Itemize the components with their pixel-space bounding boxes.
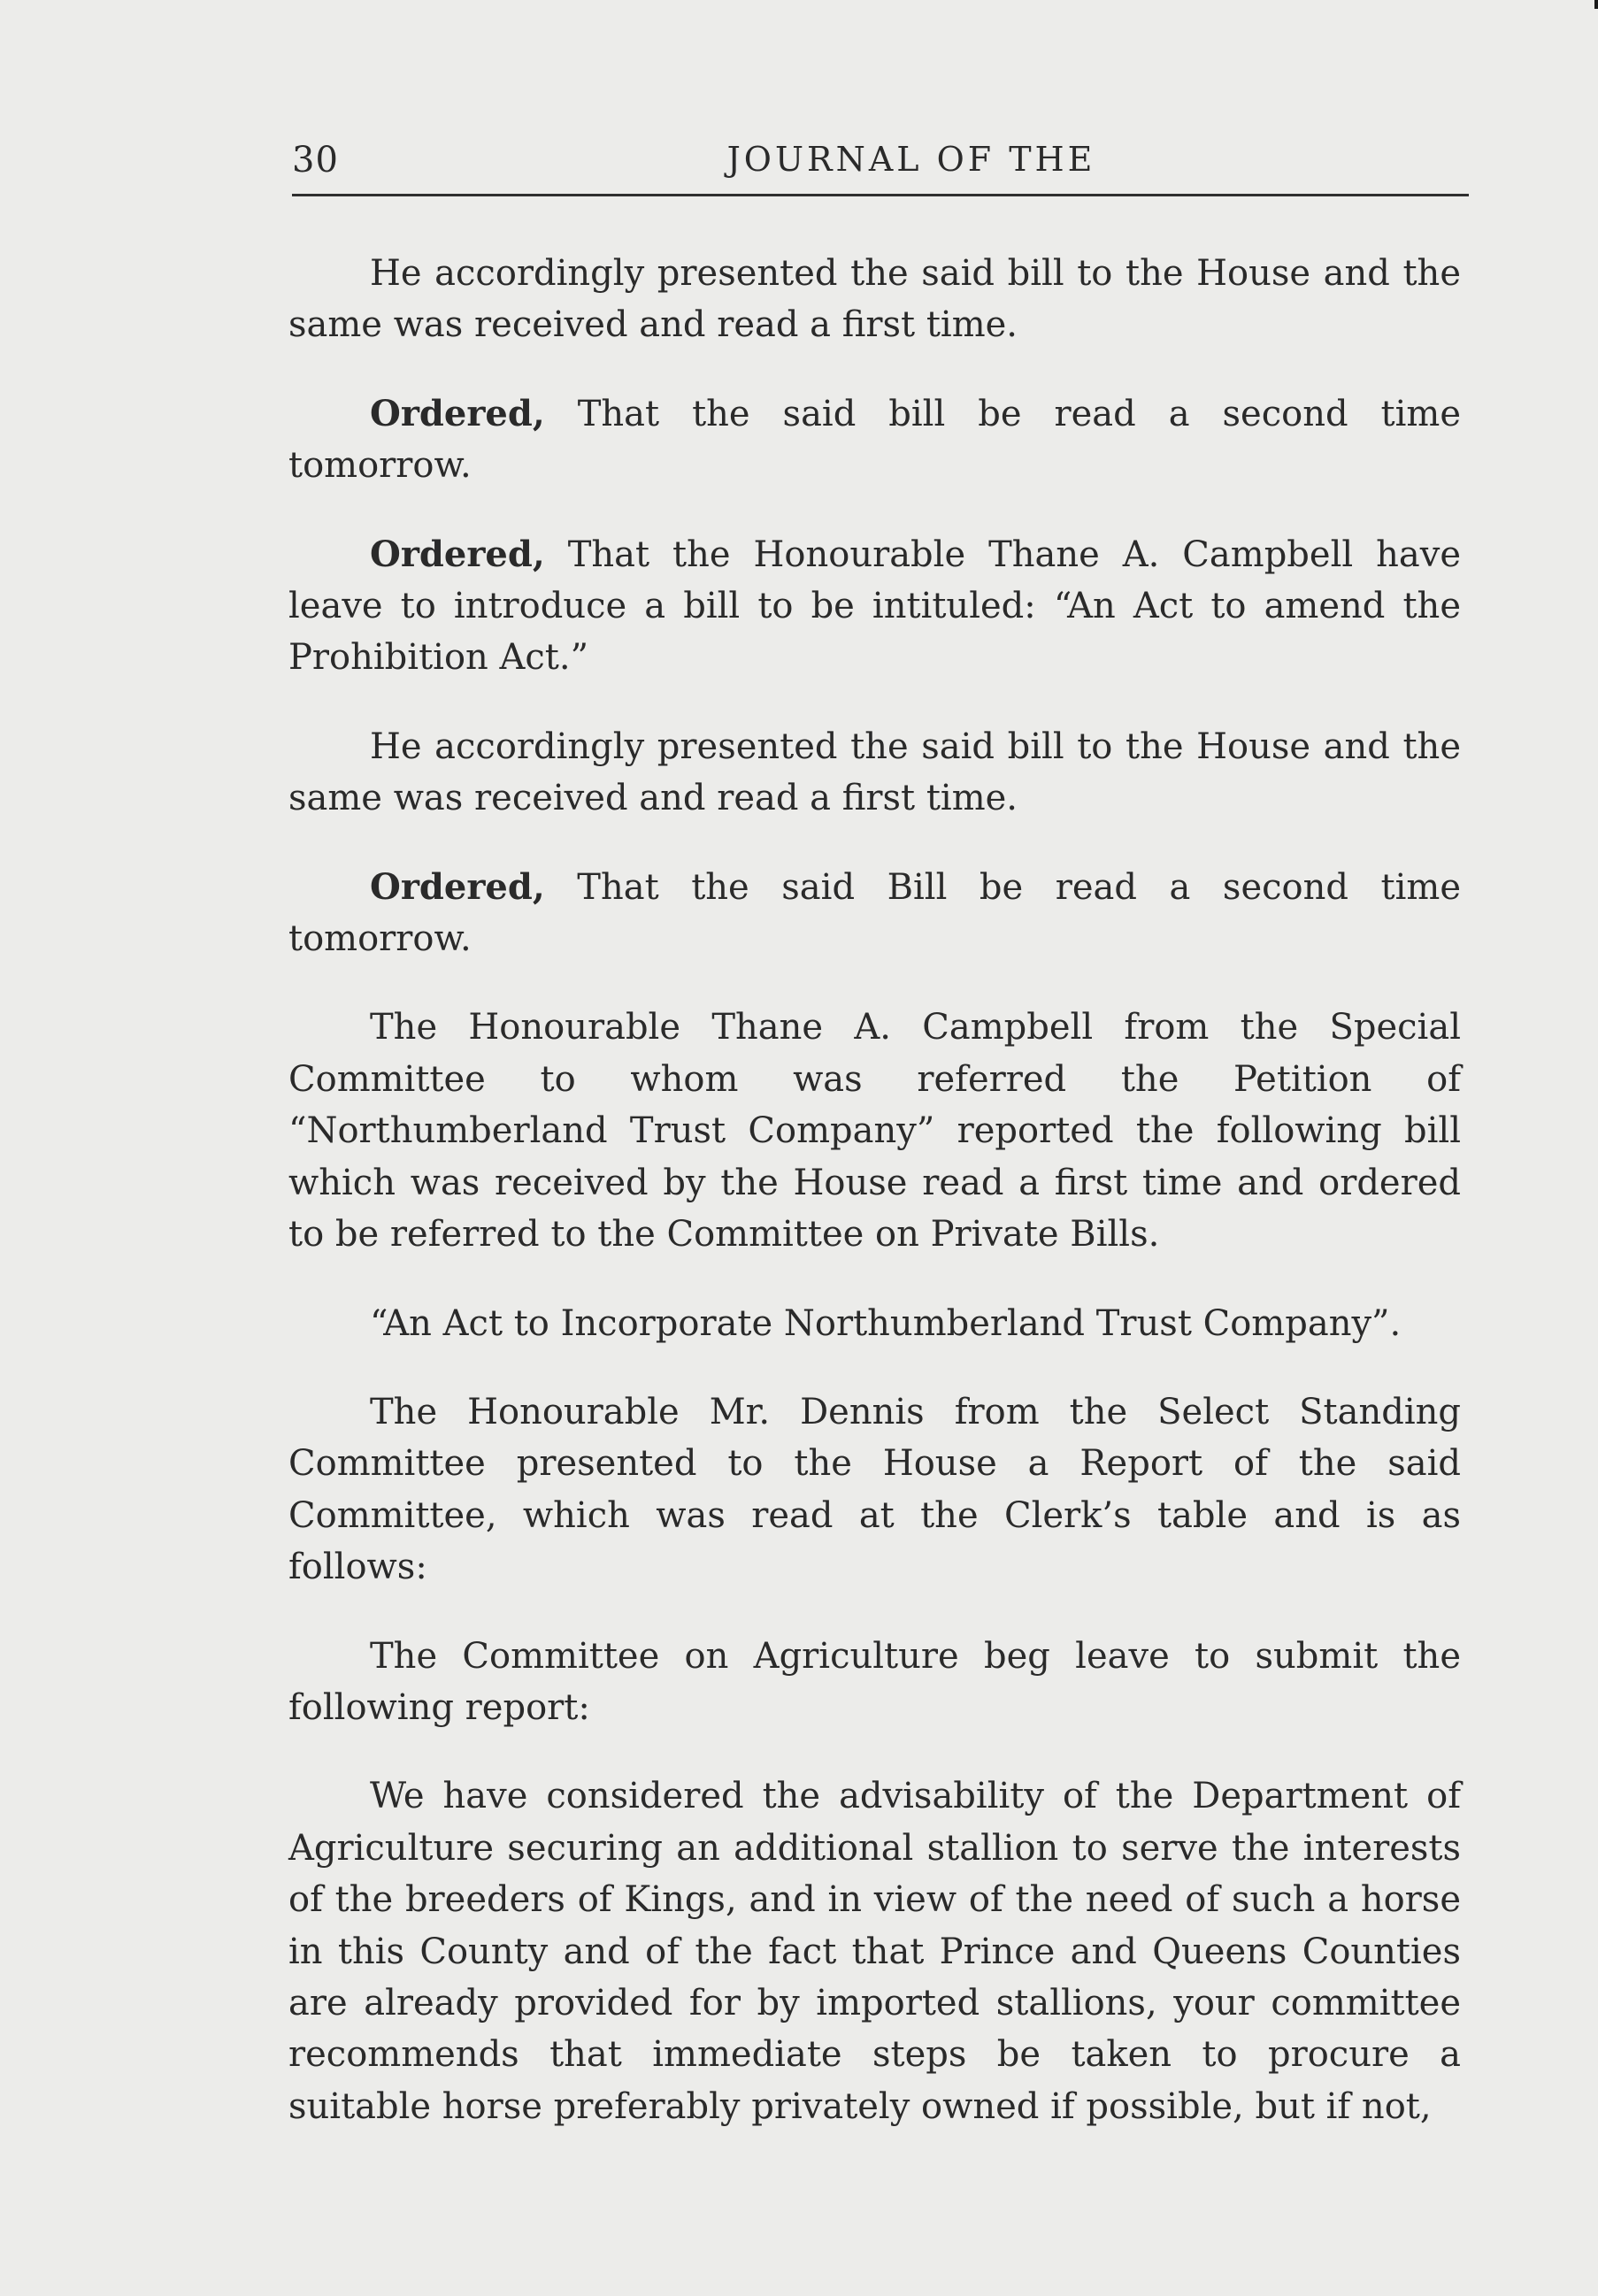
header-rule <box>292 194 1469 196</box>
paragraph-5 <box>288 862 1461 965</box>
paragraph-lead: Ordered, <box>370 865 545 908</box>
paragraph-7 <box>288 1298 1461 1349</box>
paragraph-text: He accordingly presented the said bill to the House and the same was received and read a first time. <box>288 726 1461 819</box>
paragraph-text: The Honourable Mr. Dennis from the Select Standing Committee presented to the House a Report of the said Committee, which was read at the Clerk’s table and is as follows: <box>288 1391 1461 1588</box>
paragraph-text: We have considered the advisability of the Department of Agriculture securing an additional stallion to serve the interests of the breeders of Kings, and in view of the need of such a horse in this County and of the fact that Prince and Queens Counties are already provided for by imported stallions, your committee recommends that immediate steps be taken to procure a suitable horse preferably privately owned if possible, but if not, <box>288 1776 1461 2127</box>
paragraph-text: The Committee on Agriculture beg leave to submit the following report: <box>288 1635 1461 1728</box>
paragraph-3 <box>288 529 1461 684</box>
page-header <box>292 133 1469 195</box>
page-number: 30 <box>292 140 339 180</box>
paragraph-lead: Ordered, <box>370 392 545 434</box>
paragraph-9 <box>288 1631 1461 1734</box>
paragraph-text: The Honourable Thane A. Campbell from the Special Committee to whom was referred the Petition of “Northumberland Trust Company” reported the following bill which was received by the House read a first time and ordered to be referred to the Committee on Private Bills. <box>288 1007 1461 1256</box>
paragraph-lead: Ordered, <box>370 533 545 575</box>
body-text <box>288 248 1461 2169</box>
paragraph-8 <box>288 1386 1461 1593</box>
paragraph-text: That the said bill be read a second time tomorrow. <box>288 393 1461 487</box>
paragraph-6 <box>288 1002 1461 1260</box>
corner-mark <box>1594 0 1598 9</box>
paragraph-10 <box>288 1770 1461 2132</box>
bill-title: “An Act to Incorporate Northumberland Trust Company”. <box>370 1302 1402 1344</box>
paragraph-text: That the said Bill be read a second time tomorrow. <box>288 866 1461 960</box>
paragraph-text: That the Honourable Thane A. Campbell have leave to introduce a bill to be intituled: “An Act to amend the Prohibition Act.” <box>288 534 1461 679</box>
paragraph-1 <box>288 248 1461 351</box>
paragraph-4 <box>288 721 1461 825</box>
paragraph-2 <box>288 388 1461 492</box>
running-title: JOURNAL OF THE <box>726 140 1096 179</box>
paragraph-text: He accordingly presented the said bill to the House and the same was received and read a first time. <box>288 253 1461 346</box>
